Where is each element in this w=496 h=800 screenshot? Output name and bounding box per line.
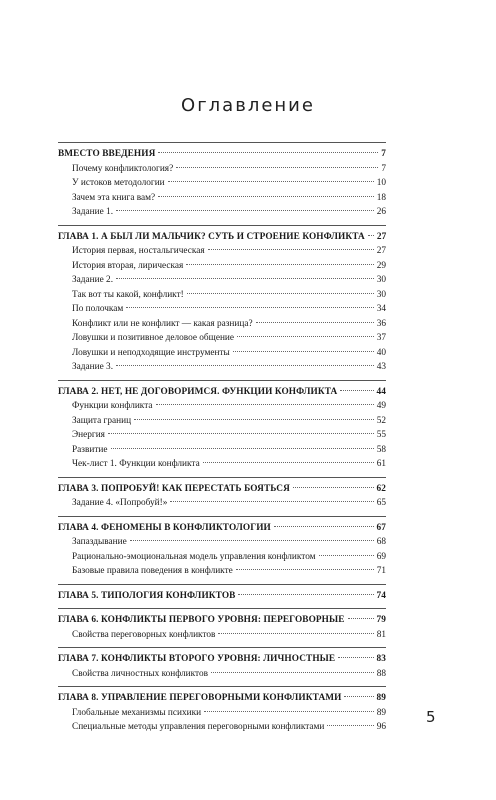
entry-title: Развитие xyxy=(72,444,108,455)
entry-title: Запаздывание xyxy=(72,537,127,547)
entry-page-number: 52 xyxy=(376,415,386,426)
toc-entry[interactable] xyxy=(58,162,386,177)
toc-entry[interactable] xyxy=(58,205,386,220)
entry-title: ГЛАВА 2. НЕТ, НЕ ДОГОВОРИМСЯ. ФУНКЦИИ КОНФЛИКТА xyxy=(58,386,338,397)
entry-page-number: 30 xyxy=(376,289,386,300)
entry-page-number: 26 xyxy=(376,207,386,217)
entry-title: Глобальные механизмы психики xyxy=(72,707,202,718)
dot-leader xyxy=(170,501,373,502)
toc-entry[interactable] xyxy=(58,176,386,191)
entry-page-number: 74 xyxy=(376,590,386,601)
entry-title: История первая, ностальгическая xyxy=(72,246,205,256)
dot-leader xyxy=(344,696,373,697)
entry-title: Задание 1. xyxy=(72,207,114,217)
entry-page-number: 68 xyxy=(376,537,386,547)
dot-leader xyxy=(211,672,374,673)
toc-entry[interactable] xyxy=(58,399,386,414)
entry-page-number: 89 xyxy=(376,707,386,718)
toc-entry[interactable] xyxy=(58,414,386,429)
entry-page-number: 67 xyxy=(376,522,386,533)
entry-title: Задание 4. «Попробуй!» xyxy=(72,498,168,508)
entry-title: Специальные методы управления переговорными конфликтами xyxy=(72,722,325,732)
toc-entry[interactable] xyxy=(58,302,386,317)
toc-entry[interactable] xyxy=(58,191,386,206)
toc-chapter-entry[interactable] xyxy=(58,230,386,245)
toc-entry[interactable] xyxy=(58,360,386,375)
dot-leader xyxy=(204,711,374,712)
entry-page-number: 81 xyxy=(376,629,386,640)
entry-page-number: 96 xyxy=(376,722,386,732)
dot-leader xyxy=(158,152,378,153)
entry-page-number: 34 xyxy=(376,304,386,314)
dot-leader xyxy=(158,196,374,197)
toc-chapter-entry[interactable] xyxy=(58,652,386,667)
entry-page-number: 89 xyxy=(376,693,386,703)
entry-title: Так вот ты какой, конфликт! xyxy=(72,289,184,300)
dot-leader xyxy=(108,433,374,434)
entry-title: Рационально-эмоциональная модель управления конфликтом xyxy=(72,551,316,562)
dot-leader xyxy=(256,322,374,323)
toc-entry[interactable] xyxy=(58,550,386,565)
toc-entry[interactable] xyxy=(58,535,386,550)
dot-leader xyxy=(130,540,374,541)
entry-page-number: 27 xyxy=(376,231,387,242)
entry-page-number: 88 xyxy=(376,668,386,679)
entry-page-number: 18 xyxy=(376,192,386,203)
entry-page-number: 7 xyxy=(381,163,386,174)
dot-leader xyxy=(187,293,374,294)
entry-page-number: 44 xyxy=(376,386,386,397)
dot-leader xyxy=(237,336,374,337)
entry-page-number: 30 xyxy=(376,275,386,285)
entry-title: ГЛАВА 5. ТИПОЛОГИЯ КОНФЛИКТОВ xyxy=(58,590,236,601)
toc-chapter-entry[interactable] xyxy=(58,482,386,497)
entry-title: Задание 3. xyxy=(72,362,114,372)
dot-leader xyxy=(340,390,373,391)
entry-title: История вторая, лирическая xyxy=(72,260,184,271)
toc-entry[interactable] xyxy=(58,331,386,346)
entry-title: ГЛАВА 3. ПОПРОБУЙ! КАК ПЕРЕСТАТЬ БОЯТЬСЯ xyxy=(58,483,290,494)
entry-page-number: 83 xyxy=(376,654,386,664)
toc-entry[interactable] xyxy=(58,457,386,472)
toc-chapter-entry[interactable] xyxy=(58,521,386,536)
dot-leader xyxy=(111,448,374,449)
entry-title: Конфликт или не конфликт — какая разница? xyxy=(72,318,253,329)
dot-leader xyxy=(293,487,374,488)
toc-chapter-entry[interactable] xyxy=(58,691,386,706)
dot-leader xyxy=(116,210,374,211)
entry-title: По полочкам xyxy=(72,304,124,314)
toc-section xyxy=(58,584,386,604)
toc-section xyxy=(58,516,386,579)
dot-leader xyxy=(126,307,373,308)
toc-section xyxy=(58,647,386,681)
toc-entry[interactable] xyxy=(58,428,386,443)
toc-entry[interactable] xyxy=(58,496,386,511)
entry-page-number: 69 xyxy=(376,551,386,562)
toc-section xyxy=(58,142,386,220)
entry-page-number: 10 xyxy=(376,178,386,188)
entry-page-number: 61 xyxy=(376,459,386,469)
dot-leader xyxy=(338,657,373,658)
entry-title: Чек-лист 1. Функции конфликта xyxy=(72,459,200,469)
entry-title: Ловушки и позитивное деловое общение xyxy=(72,333,235,343)
entry-title: Базовые правила поведения в конфликте xyxy=(72,566,233,576)
toc-section xyxy=(58,608,386,642)
dot-leader xyxy=(134,419,374,420)
dot-leader xyxy=(156,404,374,405)
dot-leader xyxy=(203,462,374,463)
entry-page-number: 71 xyxy=(376,566,386,576)
entry-title: Почему конфликтология? xyxy=(72,163,174,174)
page-number: 5 xyxy=(426,708,436,726)
toc-section xyxy=(58,380,386,472)
entry-page-number: 27 xyxy=(376,246,386,256)
toc-entry[interactable] xyxy=(58,706,386,721)
entry-title: Свойства личностных конфликтов xyxy=(72,668,209,679)
entry-title: ГЛАВА 6. КОНФЛИКТЫ ПЕРВОГО УРОВНЯ: ПЕРЕГОВОРНЫЕ xyxy=(58,615,345,625)
entry-page-number: 65 xyxy=(376,498,386,508)
entry-page-number: 62 xyxy=(376,483,386,494)
toc-chapter-entry[interactable] xyxy=(58,613,386,628)
dot-leader xyxy=(236,569,374,570)
dot-leader xyxy=(116,365,374,366)
entry-page-number: 43 xyxy=(376,362,386,372)
entry-page-number: 79 xyxy=(376,615,386,625)
entry-title: У истоков методологии xyxy=(72,178,165,188)
entry-title: Зачем эта книга вам? xyxy=(72,192,156,203)
dot-leader xyxy=(238,594,373,595)
toc-chapter-entry[interactable] xyxy=(58,147,386,162)
toc-entry[interactable] xyxy=(58,346,386,361)
toc-entry[interactable] xyxy=(58,564,386,579)
entry-page-number: 7 xyxy=(381,149,386,159)
dot-leader xyxy=(186,264,373,265)
entry-title: Функции конфликта xyxy=(72,401,153,411)
entry-title: ГЛАВА 8. УПРАВЛЕНИЕ ПЕРЕГОВОРНЫМИ КОНФЛИКТАМИ xyxy=(58,693,342,703)
toc-entry[interactable] xyxy=(58,259,386,274)
dot-leader xyxy=(168,181,374,182)
toc-section xyxy=(58,686,386,735)
toc-entry[interactable] xyxy=(58,317,386,332)
entry-title: Ловушки и неподходящие инструменты xyxy=(72,347,230,358)
dot-leader xyxy=(319,555,374,556)
table-of-contents xyxy=(58,142,386,740)
toc-entry[interactable] xyxy=(58,720,386,735)
dot-leader xyxy=(116,278,374,279)
dot-leader xyxy=(348,618,374,619)
entry-title: Энергия xyxy=(72,430,105,440)
dot-leader xyxy=(327,725,373,726)
entry-title: ГЛАВА 4. ФЕНОМЕНЫ В КОНФЛИКТОЛОГИИ xyxy=(58,522,271,533)
toc-entry[interactable] xyxy=(58,443,386,458)
dot-leader xyxy=(274,526,374,527)
toc-entry[interactable] xyxy=(58,288,386,303)
toc-entry[interactable] xyxy=(58,244,386,259)
dot-leader xyxy=(218,633,373,634)
page-title: Оглавление xyxy=(181,95,315,116)
dot-leader xyxy=(208,249,374,250)
toc-entry[interactable] xyxy=(58,273,386,288)
entry-title: ГЛАВА 7. КОНФЛИКТЫ ВТОРОГО УРОВНЯ: ЛИЧНОСТНЫЕ xyxy=(58,654,336,664)
entry-page-number: 58 xyxy=(376,444,386,455)
toc-entry[interactable] xyxy=(58,628,386,643)
entry-page-number: 36 xyxy=(376,318,386,329)
entry-page-number: 55 xyxy=(376,430,386,440)
entry-title: ВМЕСТО ВВЕДЕНИЯ xyxy=(58,149,156,159)
dot-leader xyxy=(233,351,374,352)
toc-entry[interactable] xyxy=(58,667,386,682)
toc-chapter-entry[interactable] xyxy=(58,385,386,400)
entry-title: Свойства переговорных конфликтов xyxy=(72,629,216,640)
toc-section xyxy=(58,225,386,375)
entry-page-number: 37 xyxy=(376,333,386,343)
entry-page-number: 49 xyxy=(376,401,386,411)
entry-page-number: 40 xyxy=(376,347,386,358)
entry-page-number: 29 xyxy=(376,260,386,271)
entry-title: Задание 2. xyxy=(72,275,114,285)
dot-leader xyxy=(368,235,374,236)
entry-title: ГЛАВА 1. А БЫЛ ЛИ МАЛЬЧИК? СУТЬ И СТРОЕНИЕ КОНФЛИКТА xyxy=(58,231,365,242)
toc-chapter-entry[interactable] xyxy=(58,589,386,604)
toc-section xyxy=(58,477,386,511)
entry-title: Защита границ xyxy=(72,415,132,426)
dot-leader xyxy=(176,167,378,168)
